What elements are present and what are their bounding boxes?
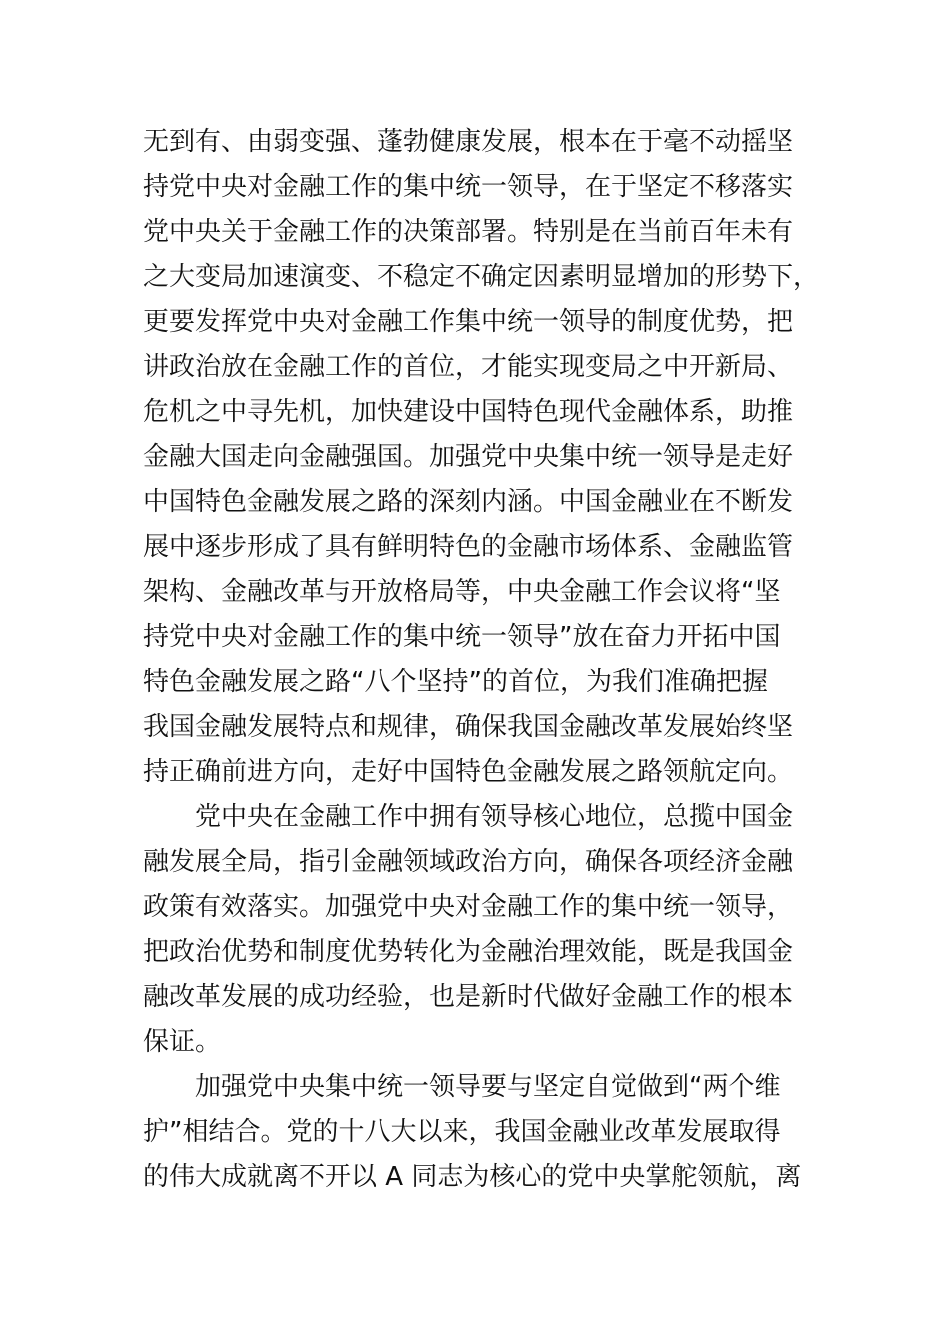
text-line: 危机之中寻先机，加快建设中国特色现代金融体系，助推: [143, 397, 794, 427]
text-line: 金融大国走向金融强国。加强党中央集中统一领导是走好: [143, 442, 794, 472]
text-line: 更要发挥党中央对金融工作集中统一领导的制度优势，把: [143, 307, 794, 337]
text-line: 我国金融发展特点和规律，确保我国金融改革发展始终坚: [143, 712, 794, 742]
text-line: 政策有效落实。加强党中央对金融工作的集中统一领导，: [143, 892, 794, 922]
text-line: 把政治优势和制度优势转化为金融治理效能，既是我国金: [143, 937, 794, 967]
text-line: 保证。: [143, 1027, 222, 1057]
text-line: 护”相结合。党的十八大以来，我国金融业改革发展取得: [143, 1117, 781, 1147]
paragraph-3: [143, 1065, 803, 1200]
text-line: 持正确前进方向，走好中国特色金融发展之路领航定向。: [143, 757, 794, 787]
text-line: 展中逐步形成了具有鲜明特色的金融市场体系、金融监管: [143, 532, 794, 562]
text-line: 特色金融发展之路“八个坚持”的首位，为我们准确把握: [143, 667, 768, 697]
text-line: 无到有、由弱变强、蓬勃健康发展，根本在于毫不动摇坚: [143, 127, 794, 157]
text-line: 讲政治放在金融工作的首位，才能实现变局之中开新局、: [143, 352, 794, 382]
text-line: 党中央在金融工作中拥有领导核心地位，总揽中国金: [195, 802, 794, 832]
text-line: 的伟大成就离不开以 A 同志为核心的党中央掌舵领航，离: [143, 1162, 802, 1192]
text-line: 融发展全局，指引金融领域政治方向，确保各项经济金融: [143, 847, 794, 877]
text-line: 架构、金融改革与开放格局等，中央金融工作会议将“坚: [143, 577, 781, 607]
paragraph-2: [143, 795, 803, 1065]
text-line: 融改革发展的成功经验，也是新时代做好金融工作的根本: [143, 982, 794, 1012]
text-line: 持党中央对金融工作的集中统一领导，在于坚定不移落实: [143, 172, 794, 202]
paragraph-1: [143, 120, 820, 795]
text-line: 加强党中央集中统一领导要与坚定自觉做到“两个维: [195, 1072, 781, 1102]
text-line: 中国特色金融发展之路的深刻内涵。中国金融业在不断发: [143, 487, 794, 517]
text-line: 党中央关于金融工作的决策部署。特别是在当前百年未有: [143, 217, 794, 247]
text-line: 持党中央对金融工作的集中统一领导”放在奋力开拓中国: [143, 622, 781, 652]
text-line: 之大变局加速演变、不稳定不确定因素明显增加的形势下，: [143, 262, 820, 292]
document-body: [143, 120, 820, 1200]
